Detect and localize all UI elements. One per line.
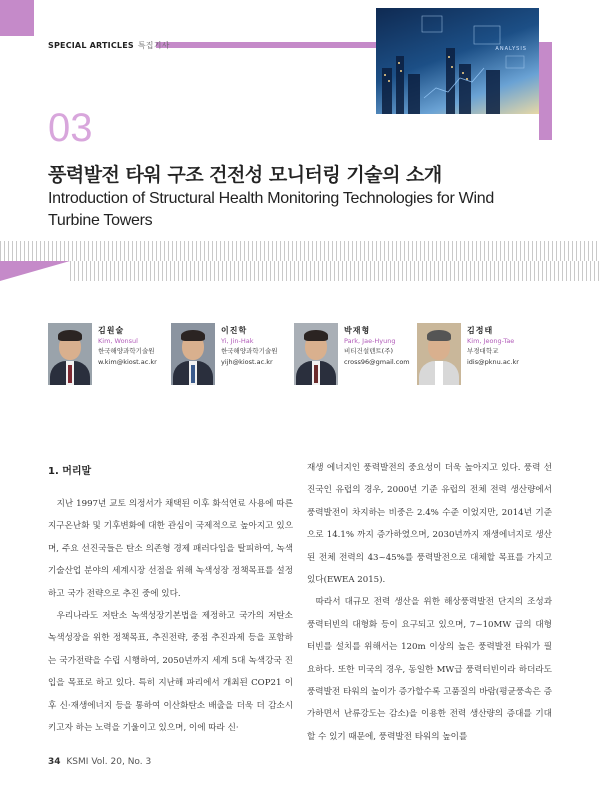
author-affiliation: 한국해양과학기술원 xyxy=(221,347,278,355)
author-email: w.kim@kiost.ac.kr xyxy=(98,358,157,366)
author-photo xyxy=(48,323,92,385)
hatch-notch xyxy=(0,261,70,281)
author-name-en: Park, Jae-Hyung xyxy=(344,337,396,345)
journal-issue: Vol. 20, No. 3 xyxy=(91,757,152,767)
body-column-left xyxy=(48,493,293,739)
author-card xyxy=(417,323,547,389)
article-number: 03 xyxy=(48,106,93,150)
hatched-rule-upper xyxy=(0,241,600,261)
author-name-en: Kim, Jeong-Tae xyxy=(467,337,515,345)
author-name-en: Kim, Wonsul xyxy=(98,337,138,345)
section-heading: 1. 머리말 xyxy=(48,466,92,477)
author-name-kr: 김원술 xyxy=(98,326,125,335)
section-label-kr: 특집기사 xyxy=(137,41,170,50)
right-accent-bar xyxy=(539,42,552,140)
city-skyline-graphic xyxy=(376,8,539,114)
author-name-kr: 이진학 xyxy=(221,326,248,335)
body-paragraph: 지난 1997년 교토 의정서가 채택된 이후 화석연료 사용에 따른 지구온난화 및 기후변화에 대한 관심이 국제적으로 높아지고 있으며, 주요 선진국들은 탄소 의존형 경제 패러다임을 탈피하여, 녹색기술산업 분야의 세계시장 선점을 위해 녹색성장 정책목표를 설정하고 국가 전략으로 추진 중에 있다. xyxy=(48,499,293,599)
author-card xyxy=(171,323,291,389)
author-email: yijh@kiost.ac.kr xyxy=(221,358,273,366)
section-label xyxy=(48,40,170,51)
author-email: idis@pknu.ac.kr xyxy=(467,358,519,366)
body-paragraph: 재생 에너지인 풍력발전의 중요성이 더욱 높아지고 있다. 풍력 선진국인 유럽의 경우, 2000년 기준 유럽의 전체 전력 생산량에서 풍력발전이 차지하는 비중은 2.4% 수준 이었지만, 2014년 기준으로 14.1% 까지 증가하였으며, 2030년까지 재생에너지로 생산된 전체 전력의 43~45%를 풍력발전으로 대체할 목표를 가지고 있다(EWEA 2015). xyxy=(307,463,552,586)
author-card xyxy=(48,323,168,389)
author-photo xyxy=(294,323,338,385)
author-name-kr: 김정태 xyxy=(467,326,494,335)
author-photo xyxy=(417,323,461,385)
body-paragraph: 우리나라도 저탄소 녹색성장기본법을 제정하고 국가의 저탄소 녹색성장을 위한 정책목표, 추진전략, 중점 추진과제 등을 포함하는 국가전략을 수립 시행하여, 2050년까지 세계 5대 녹색강국 진입을 목표로 하고 있다. 특히 지난해 파리에서 개최된 COP21 이후 신·재생에너지 등을 통하여 이산화탄소 배출을 더욱 더 감소시키고자 하는 노력을 기울이고 있으며, 이에 따라 신· xyxy=(48,611,293,734)
page-number: 34 xyxy=(48,757,61,767)
author-affiliation: 부경대학교 xyxy=(467,347,499,355)
body-paragraph: 따라서 대규모 전력 생산을 위한 해상풍력발전 단지의 조성과 풍력터빈의 대형화 등이 요구되고 있으며, 7~10MW 급의 대형 터빈를 설치를 위해서는 120m 이상의 높은 풍력발전 타워가 필요하다. 또한 미국의 경우, 동일한 MW급 풍력터빈이라 하더라도 풍력발전 타워의 높이가 증가할수록 고품질의 바람(평균풍속은 증가하면서 난류강도는 감소)을 이용한 전력 생산량의 증대를 기대할 수 있기 때문에, 풍력발전 타워의 높이를 xyxy=(307,597,552,742)
author-name-kr: 박재형 xyxy=(344,326,371,335)
journal-name: KSMI xyxy=(66,757,89,767)
hero-image xyxy=(376,8,539,114)
author-affiliation: 비티건설텐트(주) xyxy=(344,347,394,355)
author-photo xyxy=(171,323,215,385)
article-title-en: Introduction of Structural Health Monitoring Technologies for Wind Turbine Towers xyxy=(48,190,494,229)
article-title-kr: 풍력발전 타워 구조 건전성 모니터링 기술의 소개 xyxy=(48,164,442,186)
hatched-rule-lower xyxy=(70,261,600,281)
hero-text: ANALYSIS xyxy=(495,46,527,52)
author-affiliation: 한국해양과학기술원 xyxy=(98,347,155,355)
author-email: cross96@gmail.com xyxy=(344,358,410,366)
section-label-en: SPECIAL ARTICLES xyxy=(48,41,134,50)
top-left-accent-bar xyxy=(0,0,34,36)
body-column-right xyxy=(307,457,552,748)
page-footer xyxy=(48,757,151,767)
author-card xyxy=(294,323,416,389)
author-name-en: Yi, Jin-Hak xyxy=(221,337,254,345)
header-rule xyxy=(156,42,396,48)
